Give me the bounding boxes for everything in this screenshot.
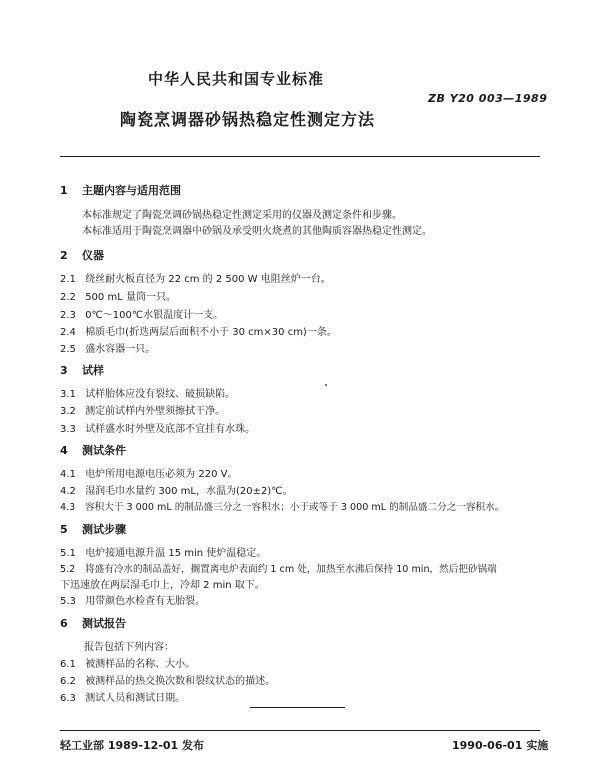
list-item [60,544,266,559]
issue-date: 轻工业部 1989-12-01 发布 [60,739,205,752]
item-text: 容积大于 3 000 mL 的制品盛三分之一容积水；小于或等于 3 000 mL 的制品盛二分之一容积水。 [85,502,505,513]
section-heading [60,362,104,378]
top-divider [60,156,540,157]
section-heading [60,442,126,458]
list-item [60,306,223,321]
bottom-divider [60,730,540,731]
list-item [60,655,195,670]
item-number: 4.2 [60,486,76,497]
list-item [60,592,205,607]
item-text: 被测样品的热交换次数和裂纹状态的描述。 [85,676,276,687]
item-text: 500 mL 量筒一只。 [85,292,176,303]
item-number: 3.2 [60,406,76,417]
paragraph: 本标准规定了陶瓷烹调砂锅热稳定性测定采用的仪器及测定条件和步骤。 [82,210,402,221]
list-item [60,689,185,704]
item-number: 2.4 [60,327,76,338]
item-number: 6.2 [60,676,76,687]
item-number: 2.3 [60,310,76,321]
end-divider [250,707,345,708]
section-number: 5 [60,523,68,536]
issuing-organization: 中华人民共和国专业标准 [148,70,325,88]
list-item [60,402,225,417]
section-title: 测试步骤 [82,523,126,536]
item-text: 被测样品的名称、大小。 [85,659,196,670]
section-title: 仪器 [82,249,104,262]
item-number: 6.3 [60,693,76,704]
item-number: 4.1 [60,469,76,480]
item-text: 绕丝耐火板直径为 22 cm 的 2 500 W 电阻丝炉一台。 [85,274,331,285]
item-number: 5.1 [60,548,76,559]
standard-code: ZB Y20 003—1989 [428,92,548,105]
item-number: 3.1 [60,389,76,400]
list-item [60,323,337,338]
list-item-continuation: 下迅速放在两层湿毛巾上，冷却 2 min 取下。 [60,580,265,591]
item-text: 电炉所用电源电压必须为 220 V。 [85,469,238,480]
paragraph: 报告包括下列内容： [84,642,174,653]
speck [325,384,327,386]
item-text: 电炉接通电源升温 15 min 使炉温稳定。 [85,548,267,559]
list-item [60,465,237,480]
item-text: 用带颜色水检查有无胎裂。 [85,596,206,607]
section-number: 1 [60,184,68,197]
section-number: 6 [60,617,68,630]
section-number: 3 [60,364,68,377]
list-item [60,385,235,400]
item-text: 测定前试样内外壁须擦拭干净。 [85,406,226,417]
section-title: 测试报告 [82,617,126,630]
section-heading [60,182,181,198]
list-item [60,672,275,687]
list-item [60,288,176,303]
paragraph: 本标准适用于陶瓷烹调器中砂锅及承受明火烧煮的其他陶质容器热稳定性测定。 [82,226,432,237]
section-heading [60,247,104,263]
item-text: 盛水容器一只。 [85,344,156,355]
list-item [60,499,504,513]
section-title: 主题内容与适用范围 [82,184,181,197]
item-text: 将盛有冷水的制品盖好，搁置离电炉表面约 1 cm 处，加热至水沸后保持 10 min，然后把砂锅端 [85,564,497,575]
item-text: 测试人员和测试日期。 [85,693,186,704]
item-number: 5.2 [60,564,76,575]
section-heading [60,615,126,631]
item-number: 3.3 [60,424,76,435]
item-number: 5.3 [60,596,76,607]
effective-date: 1990-06-01 实施 [452,739,549,752]
section-number: 4 [60,444,68,457]
item-number: 6.1 [60,659,76,670]
item-text: 0℃～100℃水银温度计一支。 [85,310,224,321]
item-text: 湿润毛巾水量约 300 mL，水温为(20±2)℃。 [85,486,293,497]
list-item [60,270,331,285]
list-item [60,482,292,497]
list-item [60,561,497,575]
item-number: 4.3 [60,502,76,513]
item-number: 2.1 [60,274,76,285]
section-title: 测试条件 [82,444,126,457]
item-number: 2.5 [60,344,76,355]
section-number: 2 [60,249,68,262]
item-text: 试样胎体应没有裂纹、破损缺陷。 [85,389,236,400]
item-text: 棉质毛巾(折迭两层后面积不小于 30 cm×30 cm)一条。 [85,327,337,338]
document-title: 陶瓷烹调器砂锅热稳定性测定方法 [120,110,376,129]
item-number: 2.2 [60,292,76,303]
list-item [60,420,255,435]
list-item [60,340,155,355]
section-heading [60,521,126,537]
item-text: 试样盛水时外壁及底部不宜挂有水珠。 [85,424,256,435]
section-title: 试样 [82,364,104,377]
